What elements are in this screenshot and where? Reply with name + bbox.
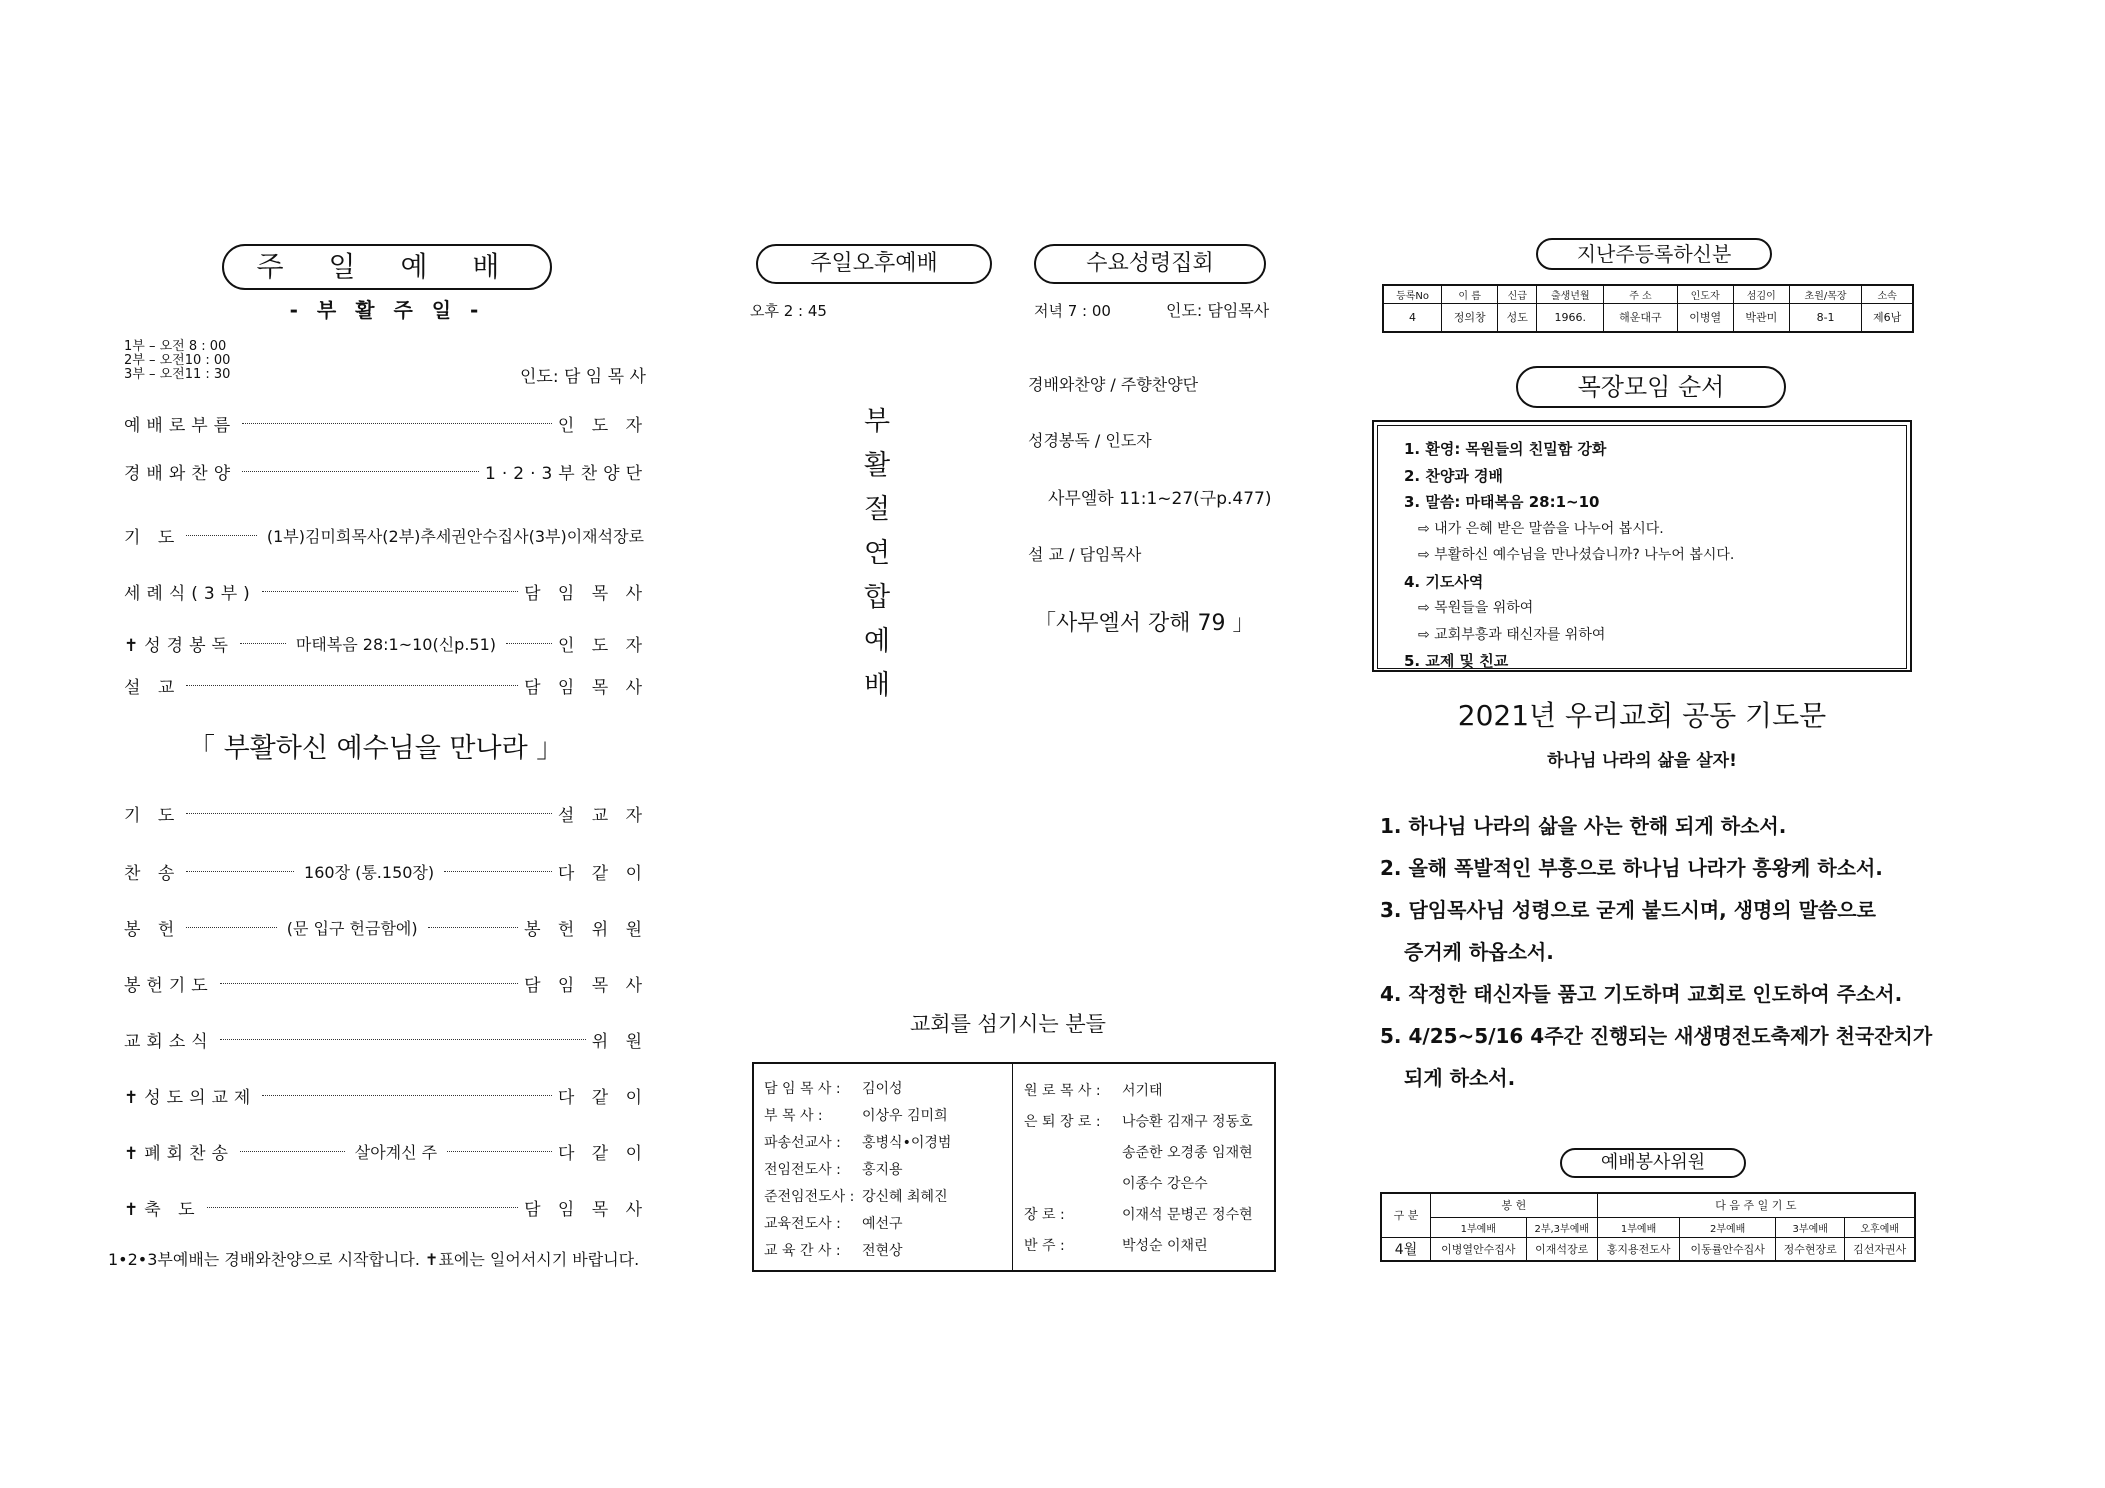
staff-row	[764, 1128, 1009, 1155]
service-time-1: 1부 – 오전 8 : 00	[124, 339, 227, 354]
leader-dots	[207, 1207, 519, 1208]
newcomer-header: 등록No	[1383, 285, 1442, 304]
prayer-item: 5. 4/25~5/16 4주간 진행되는 새생명전도축제가 천국잔치가	[1380, 1024, 1933, 1048]
meeting-box	[1372, 420, 1912, 672]
order-label: ✝축 도	[124, 1199, 201, 1220]
order-right: 담 임 목 사	[524, 1199, 648, 1220]
leader-dots	[428, 927, 519, 928]
wednesday-time: 저녁 7 : 00	[1034, 302, 1111, 320]
staff-box	[752, 1062, 1276, 1272]
afternoon-time: 오후 2 : 45	[750, 302, 827, 320]
staff-role: 담 임 목 사 :	[764, 1080, 841, 1097]
service-subhead: 2부,3부예배	[1526, 1217, 1597, 1237]
order-detail: (문 입구 헌금함에)	[286, 918, 418, 938]
meeting-item: 2. 찬양과 경배	[1404, 466, 1504, 485]
meeting-item: 5. 교제 및 친교	[1404, 652, 1509, 670]
service-category-header: 구 분	[1381, 1193, 1431, 1237]
afternoon-service-title: 주일오후예배	[756, 244, 992, 284]
staff-title: 교회를 섬기시는 분들	[910, 1012, 1106, 1036]
newcomer-header: 인도자	[1677, 285, 1733, 304]
staff-role: 파송선교사 :	[764, 1134, 841, 1151]
staff-role: 교육전도사 :	[764, 1215, 841, 1232]
order-label: 세례식(3부)	[124, 583, 256, 604]
staff-row	[764, 1182, 1009, 1209]
wednesday-item-2: 성경봉독 / 인도자	[1028, 431, 1152, 450]
order-right: 설 교 자	[557, 805, 648, 826]
service-subhead: 1부예배	[1597, 1217, 1680, 1237]
service-committee-title: 예배봉사위원	[1560, 1148, 1746, 1178]
newcomer-cell: 1966.	[1537, 304, 1604, 332]
order-row	[124, 628, 648, 658]
newcomer-header: 출생년월	[1537, 285, 1604, 304]
order-right: 담 임 목 사	[524, 975, 648, 996]
main-service-title: 주 일 예 배	[222, 244, 552, 290]
prayer-item: 2. 올해 폭발적인 부흥으로 하나님 나라가 흥왕케 하소서.	[1380, 856, 1883, 880]
staff-names: 김이성	[862, 1080, 903, 1097]
wednesday-leader: 인도: 담임목사	[1166, 301, 1270, 320]
staff-row	[764, 1101, 1009, 1128]
staff-role: 전임전도사 :	[764, 1161, 841, 1178]
sermon-title: 「 부활하신 예수님을 만나라 」	[188, 733, 564, 764]
staff-names: 송준한 오경종 임재현	[1122, 1144, 1253, 1161]
order-row	[124, 1192, 648, 1222]
order-label: 기 도	[124, 527, 181, 548]
order-right: 담 임 목 사	[524, 677, 648, 698]
wednesday-service-title: 수요성령집회	[1034, 244, 1266, 284]
leader-dots	[240, 643, 286, 644]
staff-role: 준전임전도사 :	[764, 1188, 855, 1205]
order-detail: 마태복음 28:1~10(신p.51)	[295, 634, 497, 654]
order-row	[124, 1024, 648, 1054]
staff-role: 장 로 :	[1024, 1206, 1065, 1223]
meeting-item: ⇨ 내가 은혜 받은 말씀을 나누어 봅시다.	[1418, 520, 1664, 537]
leader-dots	[262, 1095, 552, 1096]
newcomer-row	[1383, 304, 1913, 332]
order-label: 봉헌기도	[124, 975, 214, 996]
leader-dots	[220, 983, 518, 984]
leader-dots	[186, 927, 277, 928]
leader-dots	[186, 535, 257, 536]
staff-row	[764, 1236, 1009, 1263]
vertical-char: 배	[863, 670, 891, 701]
order-right: 다 같 이	[557, 863, 648, 884]
staff-row	[1024, 1105, 1274, 1136]
order-right: 인 도 자	[557, 635, 649, 656]
vertical-char: 예	[863, 626, 891, 657]
staff-left-column	[764, 1074, 1009, 1263]
order-row	[124, 1136, 648, 1166]
order-label: 기 도	[124, 805, 181, 826]
staff-names: 홍지용	[862, 1161, 903, 1178]
order-row	[124, 912, 648, 942]
order-row	[124, 968, 648, 998]
order-row	[124, 576, 648, 606]
service-subhead: 3부예배	[1776, 1217, 1845, 1237]
order-row	[124, 408, 648, 438]
staff-row	[764, 1209, 1009, 1236]
service-name: 이동률안수집사	[1680, 1237, 1776, 1261]
meeting-item: 4. 기도사역	[1404, 572, 1484, 591]
meeting-list	[1377, 425, 1907, 669]
newcomer-header: 주 소	[1604, 285, 1677, 304]
prayer-item: 4. 작정한 태신자들 품고 기도하며 교회로 인도하여 주소서.	[1380, 982, 1903, 1006]
newcomer-cell: 박관미	[1733, 304, 1789, 332]
order-right: 담 임 목 사	[524, 583, 648, 604]
staff-role: 교 육 간 사 :	[764, 1242, 841, 1259]
wednesday-item-1: 경배와찬양 / 주향찬양단	[1028, 375, 1199, 394]
order-right: 위 원	[591, 1031, 648, 1052]
leader-dots	[220, 1039, 586, 1040]
order-detail: 살아계신 주	[354, 1142, 438, 1162]
leader-dots	[242, 423, 552, 424]
order-row	[124, 520, 648, 550]
staff-role: 부 목 사 :	[764, 1107, 823, 1124]
leader-dots	[262, 591, 518, 592]
service-month: 4월	[1381, 1237, 1431, 1261]
staff-names: 서기태	[1122, 1082, 1163, 1099]
staff-role: 원 로 목 사 :	[1024, 1082, 1101, 1099]
service-times	[124, 340, 230, 382]
newcomer-header: 섬김이	[1733, 285, 1789, 304]
staff-names: 이재석 문병곤 정수현	[1122, 1206, 1253, 1223]
service-offering-header: 봉 헌	[1431, 1193, 1598, 1217]
meeting-item: ⇨ 부활하신 예수님을 만나셨습니까? 나누어 봅시다.	[1418, 547, 1735, 563]
meeting-item: ⇨ 교회부흥과 태신자를 위하여	[1418, 626, 1606, 643]
wednesday-sermon: 「사무엘서 강해 79 」	[1034, 611, 1255, 636]
order-row	[124, 670, 648, 700]
service-prayer-header: 다 음 주 일 기 도	[1597, 1193, 1915, 1217]
service-table	[1380, 1192, 1916, 1262]
leader-dots	[506, 643, 552, 644]
leader-dots	[444, 871, 552, 872]
prayer-subtitle: 하나님 나라의 삶을 살자!	[1547, 751, 1737, 771]
service-subhead: 오후예배	[1845, 1217, 1915, 1237]
staff-divider	[1012, 1064, 1013, 1270]
leader-dots	[242, 471, 479, 472]
service-name: 정수현장로	[1776, 1237, 1845, 1261]
staff-row	[1024, 1198, 1274, 1229]
order-label: 설 교	[124, 677, 181, 698]
wednesday-item-3: 사무엘하 11:1~27(구p.477)	[1048, 489, 1272, 509]
order-label: ✝성경봉독	[124, 635, 234, 656]
newcomer-title: 지난주등록하신분	[1536, 238, 1772, 270]
newcomer-header: 신급	[1498, 285, 1537, 304]
staff-role: 은 퇴 장 로 :	[1024, 1113, 1101, 1130]
newcomer-cell: 해운대구	[1604, 304, 1677, 332]
footnote: 1•2•3부예배는 경배와찬양으로 시작합니다. ✝표에는 일어서시기 바랍니다.	[108, 1250, 640, 1269]
vertical-char: 합	[863, 582, 891, 613]
order-right: 다 같 이	[557, 1087, 648, 1108]
newcomer-cell: 8-1	[1789, 304, 1861, 332]
leader-dots	[186, 871, 294, 872]
order-row	[124, 456, 648, 486]
service-leader: 인도: 담 임 목 사	[520, 367, 646, 387]
prayer-item: 되게 하소서.	[1404, 1066, 1516, 1090]
staff-names: 박성순 이채린	[1122, 1237, 1208, 1254]
order-row	[124, 798, 648, 828]
order-label: ✝폐회찬송	[124, 1143, 234, 1164]
meeting-item: ⇨ 목원들을 위하여	[1418, 600, 1534, 616]
wednesday-item-4: 설 교 / 담임목사	[1028, 545, 1142, 564]
service-name: 김선자권사	[1845, 1237, 1915, 1261]
service-time-2: 2부 – 오전10 : 00	[124, 353, 231, 368]
staff-names: 예선구	[862, 1215, 903, 1232]
order-detail: (1부)김미희목사(2부)추세권안수집사(3부)이재석장로	[266, 526, 644, 546]
vertical-char: 연	[863, 538, 891, 569]
staff-right-column	[1024, 1074, 1274, 1260]
staff-row	[764, 1074, 1009, 1101]
staff-row	[1024, 1074, 1274, 1105]
staff-names: 이종수 강은수	[1122, 1175, 1208, 1192]
leader-dots	[447, 1151, 552, 1152]
order-row	[124, 856, 648, 886]
order-right: 다 같 이	[557, 1143, 649, 1164]
newcomer-cell: 성도	[1498, 304, 1537, 332]
order-label: ✝성도의교제	[124, 1087, 257, 1108]
order-right: 1·2·3부찬양단	[485, 463, 648, 484]
order-right: 인 도 자	[557, 415, 648, 436]
vertical-char: 부	[863, 406, 891, 437]
newcomer-cell: 제6남	[1862, 304, 1913, 332]
service-name: 홍지용전도사	[1597, 1237, 1680, 1261]
service-name: 이재석장로	[1526, 1237, 1597, 1261]
prayer-item: 3. 담임목사님 성령으로 굳게 붙드시며, 생명의 말씀으로	[1380, 898, 1876, 922]
newcomer-table	[1382, 284, 1914, 333]
service-name: 이병열안수집사	[1431, 1237, 1527, 1261]
newcomer-cell: 이병열	[1677, 304, 1733, 332]
order-row	[124, 1080, 648, 1110]
meeting-title: 목장모임 순서	[1516, 366, 1786, 408]
newcomer-cell: 정의창	[1442, 304, 1498, 332]
staff-names: 홍병식•이경범	[862, 1134, 952, 1151]
staff-names: 강신혜 최혜진	[862, 1188, 948, 1205]
vertical-char: 활	[863, 450, 891, 481]
order-label: 찬 송	[124, 863, 181, 884]
staff-row	[1024, 1136, 1274, 1167]
newcomer-header: 소속	[1862, 285, 1913, 304]
meeting-item: 3. 말씀: 마태복음 28:1~10	[1404, 493, 1600, 511]
staff-role: 반 주 :	[1024, 1237, 1065, 1254]
staff-row	[1024, 1229, 1274, 1260]
afternoon-vertical-title	[862, 400, 892, 708]
order-right: 봉 헌 위 원	[524, 919, 649, 940]
leader-dots	[240, 1151, 345, 1152]
prayer-item: 증거케 하옵소서.	[1404, 940, 1554, 964]
staff-names: 이상우 김미희	[862, 1107, 948, 1124]
newcomer-header: 초원/목장	[1789, 285, 1861, 304]
staff-row	[764, 1155, 1009, 1182]
order-label: 예배로부름	[124, 415, 237, 436]
leader-dots	[186, 813, 552, 814]
newcomer-header: 이 름	[1442, 285, 1498, 304]
order-label: 교회소식	[124, 1031, 214, 1052]
vertical-char: 절	[863, 494, 891, 525]
meeting-item: 1. 환영: 목원들의 친밀함 강화	[1404, 440, 1607, 458]
service-time-3: 3부 – 오전11 : 30	[124, 367, 231, 382]
main-service-subtitle: - 부 활 주 일 -	[289, 298, 485, 322]
order-detail: 160장 (통.150장)	[304, 862, 435, 882]
staff-names: 나승환 김재구 정동호	[1122, 1113, 1253, 1130]
prayer-item: 1. 하나님 나라의 삶을 사는 한해 되게 하소서.	[1380, 814, 1787, 838]
newcomer-cell: 4	[1383, 304, 1442, 332]
staff-names: 전현상	[862, 1242, 903, 1259]
leader-dots	[186, 685, 518, 686]
order-label: 봉 헌	[124, 919, 181, 940]
service-subhead: 2부예배	[1680, 1217, 1776, 1237]
order-label: 경배와찬양	[124, 463, 237, 484]
staff-row	[1024, 1167, 1274, 1198]
prayer-title: 2021년 우리교회 공동 기도문	[1457, 699, 1827, 732]
service-subhead: 1부예배	[1431, 1217, 1527, 1237]
